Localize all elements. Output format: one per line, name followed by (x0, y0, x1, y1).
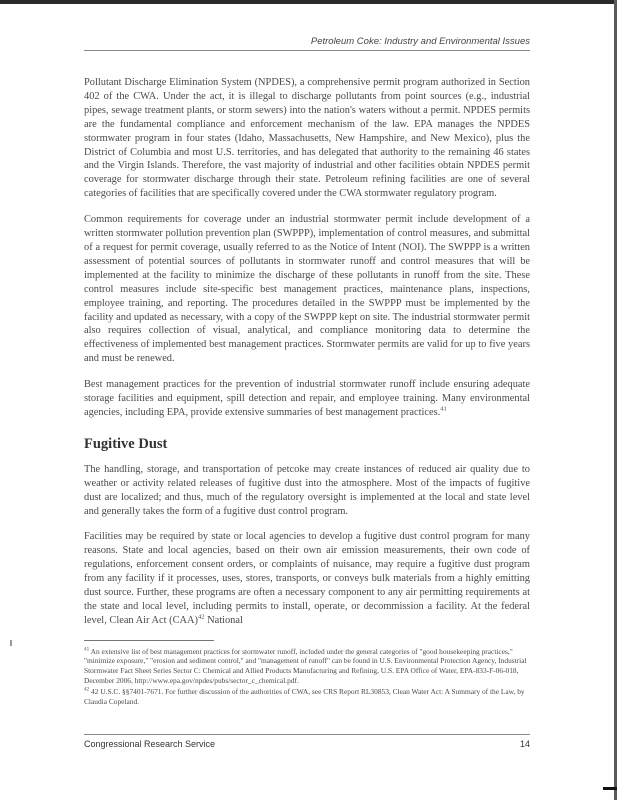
footnote-text: 42 U.S.C. §§7401-7671. For further discussion of the authorities of CWA, see CRS Report RL30853, Clean Water Act: A Summary of the Law, by Claudia Copeland. (84, 687, 525, 706)
page-footer (84, 734, 530, 749)
page-body (84, 76, 530, 708)
footnote-42 (84, 687, 530, 706)
header-title: Petroleum Coke: Industry and Environmental Issues (310, 36, 530, 47)
footnote-number: 42 (84, 686, 90, 693)
federal-sentence-end: National (207, 614, 243, 626)
dust-2-text: Facilities may be required by state or local agencies to develop a fugitive dust control program for many reasons. State and local agencies, based on their own air emission measurements, their own code of regulations, enforcement consent orders, or complaints of nuisance, may require a fugitive dust program from any facility if it processes, uses, stores, transports, or conveys bulk materials from a highly emitting dust source. Further, these programs are often a necessary component to any air permitting requirements at the state and local level, including permits to install, operate, or decommission a facility. (84, 531, 530, 612)
body-paragraph-npdes: Pollutant Discharge Elimination System (NPDES), a comprehensive permit program authorized in Section 402 of the CWA. Under the act, it is illegal to discharge pollutants from point sources (e.g., industrial pipes, sewage treatment plants, or storm sewers) into the nation's waters without a permit. NPDES permits are the fundamental compliance and enforcement mechanism of the law. EPA manages the NPDES stormwater program in four states (Idaho, Massachusetts, New Hampshire, and New Mexico), plus the District of Columbia and most U.S. territories, and has delegated that authority to the remaining 46 states and the Virgin Islands. Therefore, the vast majority of industrial and other facilities obtain NPDES permit coverage for stormwater discharge through their state. Petroleum refining facilities are one of several categories of facilities that are specifically covered under the CWA stormwater regulatory program. (84, 77, 530, 200)
body-paragraph-dust-2 (84, 530, 530, 627)
footnote-number: 41 (84, 646, 90, 653)
body-paragraph-swppp: Common requirements for coverage under an industrial stormwater permit include development of a written stormwater pollution prevention plan (SWPPP), implementation of control measures, and submittal of a request for permit coverage, usually referred to as the Notice of Intent (NOI). The SWPPP is a written assessment of potential sources of pollutants in stormwater runoff and control measures that will be implemented at the facility to minimize the discharge of these pollutants in runoff from the site. These control measures include site-specific best management practices, maintenance plans, inspections, employee training, and reporting. The procedures detailed in the SWPPP must be implemented by the facility and updated as necessary, with a copy of the SWPPP kept on site. The industrial stormwater permit also requires collection of visual, analytical, and compliance monitoring data to determine the effectiveness of implemented best management practices. Stormwater permits are valid for up to five years and must be renewed. (84, 214, 530, 365)
footnote-41 (84, 647, 530, 685)
scan-artifact-notch (10, 640, 12, 646)
section-heading-fugitive-dust: Fugitive Dust (84, 435, 168, 452)
bmp-text: Best management practices for the prevention of industrial stormwater runoff include ensuring adequate storage facilities and equipment, spill detection and repair, and employee training. Many environmental agencies, including EPA, provide extensive summaries of best management practices. (84, 379, 530, 418)
footnote-ref-41: 41 (440, 405, 447, 413)
footnote-text: An extensive list of best management practices for stormwater runoff, included under the general categories of "good housekeeping practices," "minimize exposure," "erosion and sediment control," and "management of runoff" can be found in U.S. Environmental Protection Agency, Industrial Stormwater Fact Sheet Series Sector C: Chemical and Allied Products Manufacturing and Refining, U.S. EPA Office of Water, EPA-833-F-06-018, December 2006, http://www.epa.gov/npdes/pubs/sector_c_chemical.pdf. (84, 646, 527, 685)
federal-sentence-start: At the federal level, Clean Air Act (CAA) (84, 601, 530, 626)
scan-artifact-corner (603, 787, 617, 790)
page-number: 14 (519, 739, 530, 749)
footnote-ref-42: 42 (197, 613, 205, 621)
body-paragraph-bmp (84, 378, 530, 420)
footnote-separator (84, 640, 214, 641)
scan-edge-top (0, 0, 617, 4)
running-header (84, 36, 530, 51)
footer-agency: Congressional Research Service (84, 739, 216, 749)
body-paragraph-dust-1: The handling, storage, and transportation of petcoke may create instances of reduced air quality due to weather or activity related releases of fugitive dust into the atmosphere. Most of the impacts of fugitive dust are localized; and thus, much of the regulatory oversight is implemented at the local and state level and generally takes the form of a fugitive dust control program. (84, 463, 530, 517)
